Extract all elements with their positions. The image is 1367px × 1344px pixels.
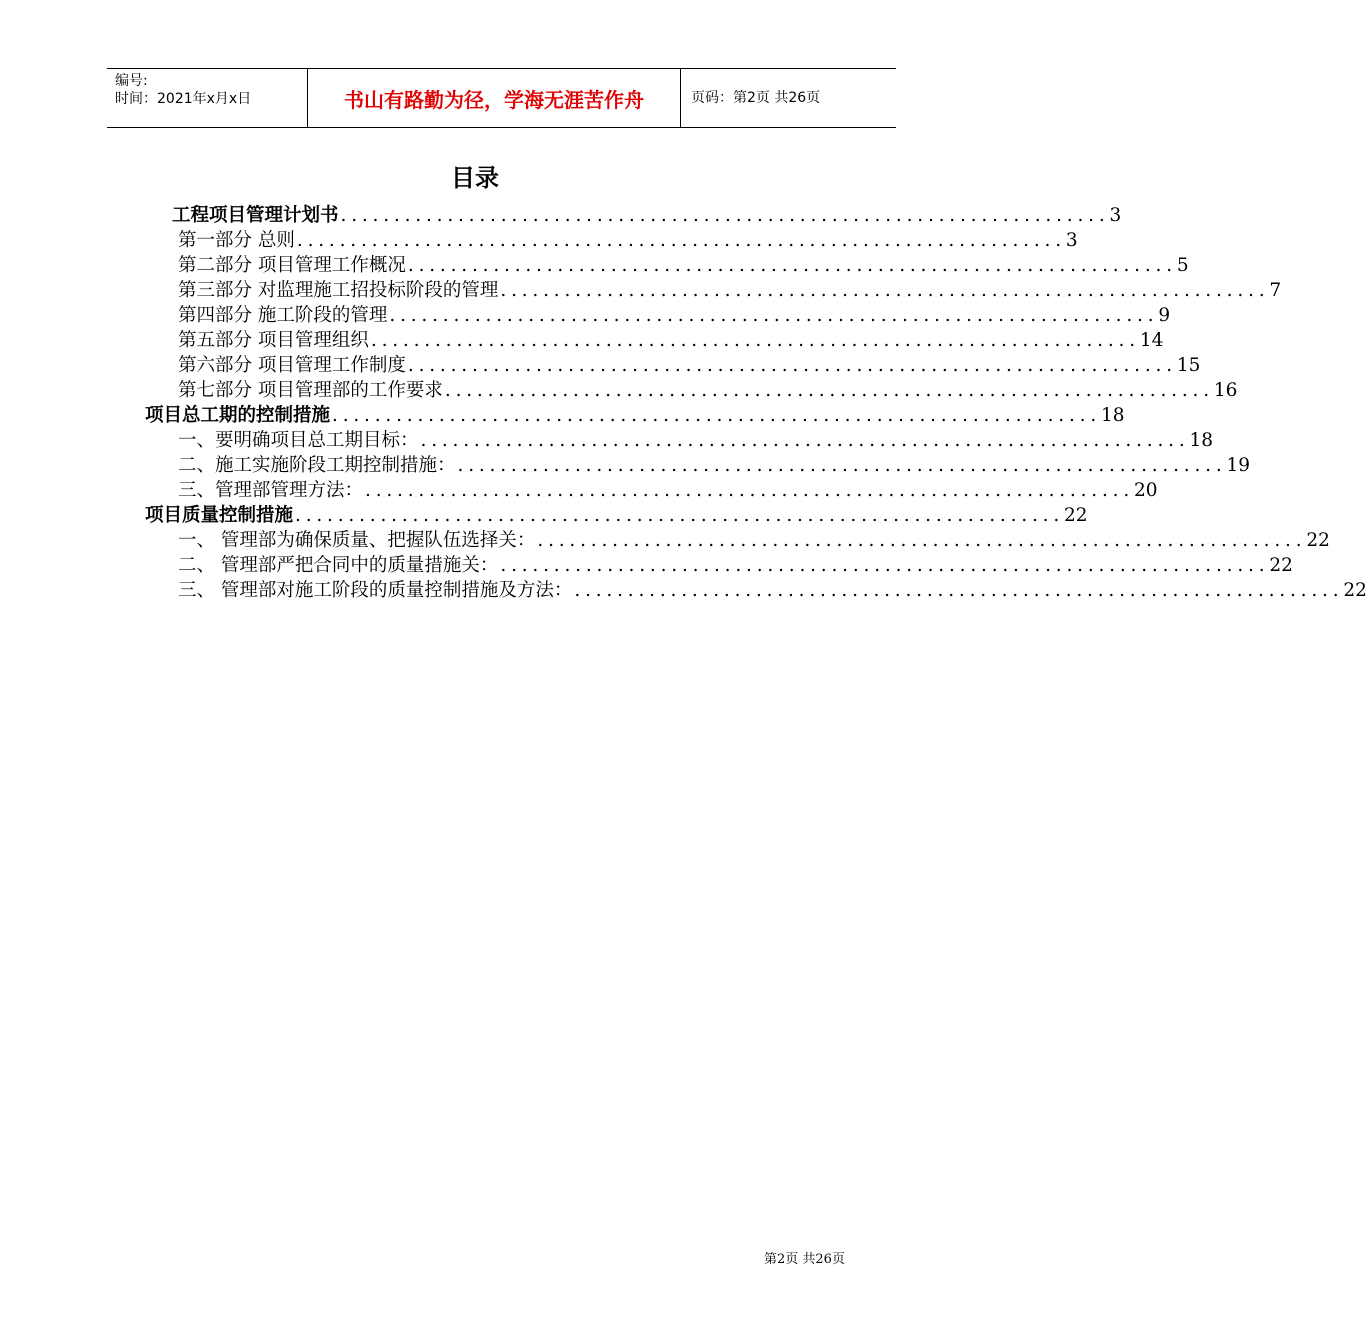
toc-entry-page: 16 (1213, 380, 1238, 401)
toc-entry-page: 22 (1306, 530, 1330, 551)
toc-entry-page: 14 (1139, 330, 1164, 351)
toc-entry-page: 20 (1134, 480, 1158, 501)
toc-leader-dots: ........................................................................ (296, 230, 1066, 251)
toc-entry[interactable] (178, 353, 1201, 378)
toc-leader-dots: ........................................................................ (407, 355, 1177, 376)
toc-entry-title: 第四部分 施工阶段的管理 (178, 305, 388, 326)
toc-entry-title: 第三部分 对监理施工招投标阶段的管理 (178, 280, 499, 301)
toc-entry[interactable] (145, 403, 1125, 428)
page-header (107, 68, 896, 128)
toc-entry-title: 三、 管理部对施工阶段的质量控制措施及方法： (178, 580, 573, 601)
toc-entry-title: 项目总工期的控制措施 (145, 405, 331, 426)
toc-entry-title: 第六部分 项目管理工作制度 (178, 355, 406, 376)
toc-entry-title: 第七部分 项目管理部的工作要求 (178, 380, 443, 401)
toc-entry[interactable] (178, 328, 1164, 353)
toc-entry-page: 18 (1101, 405, 1125, 426)
toc-leader-dots: ........................................................................ (332, 405, 1102, 426)
toc-entry-page: 19 (1226, 455, 1251, 476)
serial-number-label: 编号: (115, 73, 148, 89)
toc-entry-page: 22 (1064, 505, 1088, 526)
toc-entry[interactable] (178, 478, 1158, 503)
toc-entry[interactable] (178, 228, 1078, 253)
toc-entry-title: 项目质量控制措施 (145, 505, 294, 526)
toc-entry-title: 一、 管理部为确保质量、把握队伍选择关： (178, 530, 536, 551)
toc-entry-page: 15 (1176, 355, 1201, 376)
toc-leader-dots: ........................................................................ (370, 330, 1140, 351)
toc-entry[interactable] (178, 303, 1171, 328)
toc-entry[interactable] (178, 253, 1189, 278)
header-motto-cell (308, 69, 681, 127)
toc-entry[interactable] (178, 278, 1282, 303)
toc-entry[interactable] (145, 503, 1088, 528)
toc-entry-page: 3 (1065, 230, 1078, 251)
toc-leader-dots: ........................................................................ (457, 455, 1227, 476)
toc-leader-dots: ........................................................................ (407, 255, 1177, 276)
toc-entry[interactable] (178, 453, 1251, 478)
toc-entry[interactable] (178, 578, 1367, 603)
toc-entry[interactable] (178, 528, 1330, 553)
toc-entry-page: 9 (1158, 305, 1171, 326)
toc-leader-dots: ........................................................................ (537, 530, 1307, 551)
toc-entry-page: 7 (1269, 280, 1282, 301)
toc-entry-page: 18 (1189, 430, 1214, 451)
toc-entry-title: 第五部分 项目管理组织 (178, 330, 369, 351)
toc-entry-page: 22 (1269, 555, 1293, 576)
toc-entry-title: 二、 管理部严把合同中的质量措施关： (178, 555, 499, 576)
toc-entry-page: 5 (1176, 255, 1189, 276)
toc-entry-title: 工程项目管理计划书 (172, 205, 339, 226)
date-label: 时间：2021年x月x日 (115, 91, 252, 107)
motto-text: 书山有路勤为径，学海无涯苦作舟 (344, 87, 644, 112)
toc-leader-dots: ........................................................................ (500, 555, 1270, 576)
toc-entry[interactable] (178, 378, 1238, 403)
toc-entry-title: 三、管理部管理方法： (178, 480, 364, 501)
toc-leader-dots: ........................................................................ (389, 305, 1159, 326)
toc-leader-dots: ........................................................................ (365, 480, 1135, 501)
page-info: 页码：第2页 共26页 (691, 90, 821, 106)
header-meta (107, 69, 308, 127)
toc-entry[interactable] (178, 428, 1214, 453)
toc-leader-dots: ........................................................................ (340, 205, 1110, 226)
toc-entry-page: 22 (1343, 580, 1367, 601)
toc-leader-dots: ........................................................................ (420, 430, 1190, 451)
toc-entry[interactable] (178, 553, 1293, 578)
toc-entry-title: 第二部分 项目管理工作概况 (178, 255, 406, 276)
toc-entry[interactable] (172, 203, 1122, 228)
page-footer: 第2页 共26页 (764, 1252, 845, 1267)
toc-entry-title: 第一部分 总则 (178, 230, 295, 251)
toc-entry-title: 二、施工实施阶段工期控制措施： (178, 455, 456, 476)
toc-leader-dots: ........................................................................ (500, 280, 1270, 301)
toc-entry-title: 一、要明确项目总工期目标： (178, 430, 419, 451)
toc-title: 目录 (451, 164, 499, 192)
toc-leader-dots: ........................................................................ (295, 505, 1065, 526)
toc-leader-dots: ........................................................................ (444, 380, 1214, 401)
toc-entry-page: 3 (1109, 205, 1122, 226)
toc-leader-dots: ........................................................................ (574, 580, 1344, 601)
header-page-cell (681, 69, 896, 127)
